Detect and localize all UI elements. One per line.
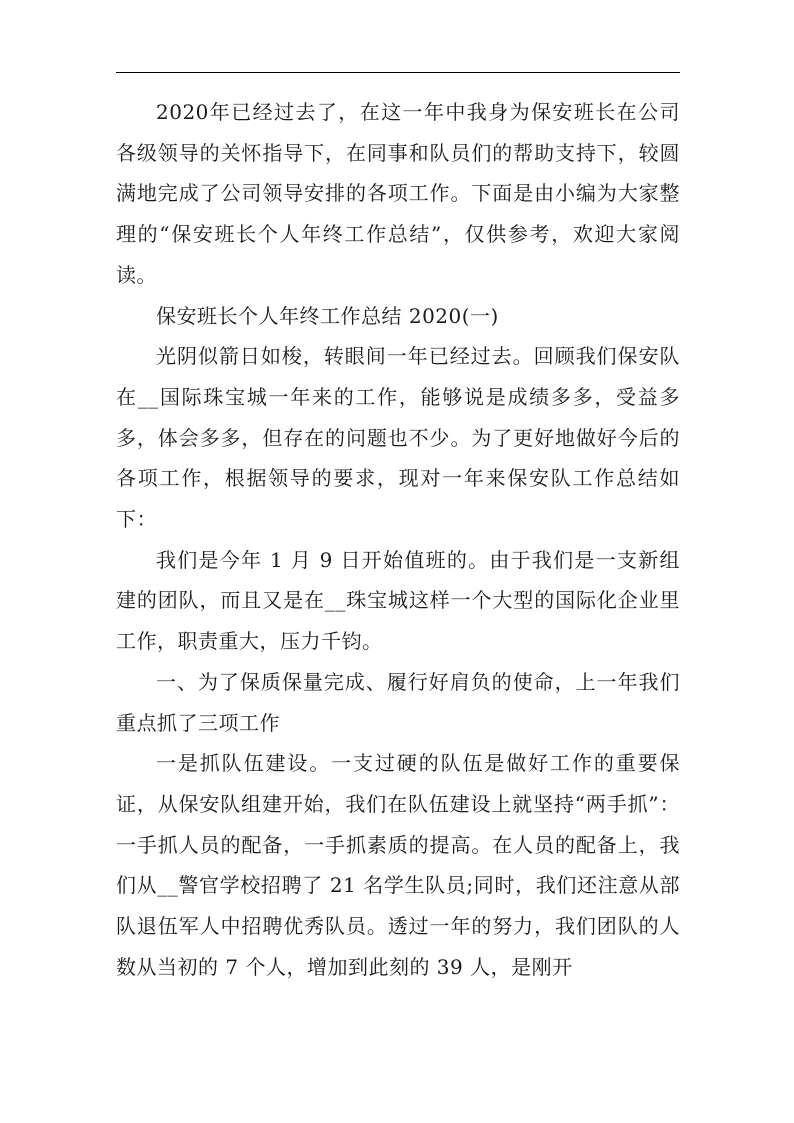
document-body — [116, 92, 680, 987]
review-paragraph: 光阴似箭日如梭，转眼间一年已经过去。回顾我们保安队在__国际珠宝城一年来的工作，能够说是成绩多多，受益多多，体会多多，但存在的问题也不少。为了更好地做好今后的各项工作，根据领导的要求，现对一年来保安队工作总结如下： — [116, 344, 680, 532]
start-duty-paragraph: 我们是今年 1 月 9 日开始值班的。由于我们是一支新组建的团队，而且又是在__珠宝城这样一个大型的国际化企业里工作，职责重大，压力千钧。 — [116, 547, 680, 654]
team-building-paragraph: 一是抓队伍建设。一支过硬的队伍是做好工作的重要保证，从保安队组建开始，我们在队伍建设上就坚持“两手抓”：一手抓人员的配备，一手抓素质的提高。在人员的配备上，我们从__警官学校招聘了 21 名学生队员;同时，我们还注意从部队退伍军人中招聘优秀队员。透过一年的努力，我们团队的人数从当初的 7 个人，增加到此刻的 39 人，是刚开 — [116, 751, 680, 979]
intro-paragraph: 2020年已经过去了，在这一年中我身为保安班长在公司各级领导的关怀指导下，在同事和队员们的帮助支持下，较圆满地完成了公司领导安排的各项工作。下面是由小编为大家整理的“保安班长个人年终工作总结”，仅供参考，欢迎大家阅读。 — [116, 100, 680, 287]
header-rule — [116, 72, 680, 73]
section-heading-one: 一、为了保质保量完成、履行好肩负的使命，上一年我们重点抓了三项工作 — [116, 669, 680, 735]
section-title: 保安班长个人年终工作总结 2020(一) — [156, 303, 499, 328]
